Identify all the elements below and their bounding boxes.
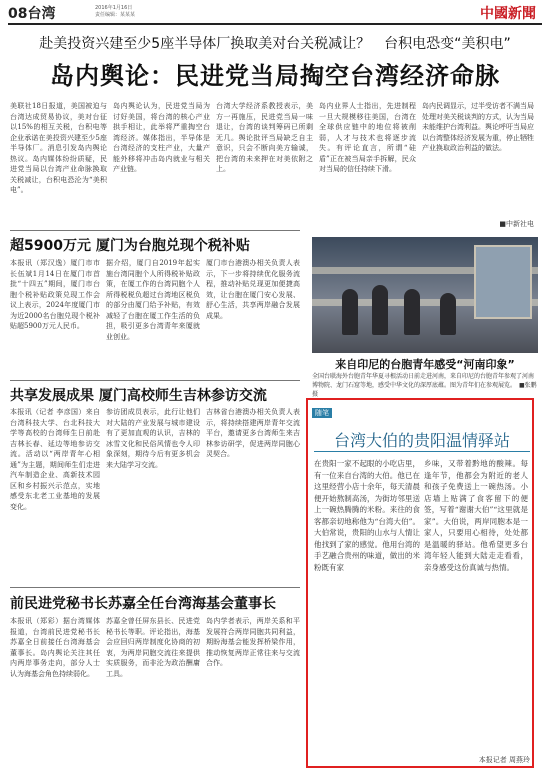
header-rule (8, 23, 542, 25)
article2-col-1: 本报讯（郑汉逸）厦门市市长伍斌1月14日在厦门市首批“十四五”期间，厦门市台胞个税补贴政策兑现工作会议上表示，2024年度厦门市为近2000名台胞兑现个税补贴超5900万元人民币。 (10, 259, 100, 330)
divider (10, 587, 300, 588)
main-headline: 岛内舆论：民进党当局掏空台湾经济命脉 (50, 62, 500, 90)
article4-col-3: 岛内学者表示，两岸关系和平发展符合两岸同胞共同利益，期盼海基会能发挥桥梁作用，推动恢复两岸正常往来与交流合作。 (206, 617, 300, 667)
photo-caption-title: 来自印尼的台胞青年感受“河南印象” (335, 358, 515, 371)
photo-caption-text: 全国台联海外台胞青年华夏寻根活动日前走进河南，来自印尼的台胞青年参观了河南博物院、龙门石窟等地，感受中华文化的深厚底蕴。图为青年们在参观展览。 ■张鹏 摄 (312, 373, 537, 398)
boxed-article-body-col-1: 在贵阳一家不起眼的小吃店里，有一位来自台湾的大伯。他已在这里经营小店十余年，每天清晨便开始熬制高汤，为街坊邻里送上一碗热腾腾的米粉。来往的食客都亲切地称他为“台湾大伯”。大伯常说，贵阳的山水与人情让他找到了家的感觉。他用台湾的手艺融合贵州的味道，做出的米粉既有家 (314, 459, 420, 572)
main-article-col-5: 岛内民调显示，过半受访者不满当局处理对美关税谈判的方式，认为当局未能维护台湾利益。舆论呼吁当局应以台湾整体经济发展为重，停止牺牲产业换取政治利益的做法。 (422, 102, 534, 152)
article3-headline: 共享发展成果 厦门高校师生吉林参访交流 (10, 388, 267, 404)
boxed-article-title: 台湾大伯的贵阳温情驿站 (333, 431, 510, 450)
main-article-col-3: 台湾大学经济系教授表示，美方一再施压，民进党当局一味退让，台湾的谈判筹码已所剩无几。舆论批评当局缺乏自主意识，只会不断向美方输诚，把台湾的未来押在对美依附之上。 (216, 102, 313, 173)
issue-date: 2016年1月16日 (95, 5, 133, 11)
page-section-label: 08台湾 (8, 6, 56, 22)
article2-col-2: 据介绍，厦门自2019年起实施台湾同胞个人所得税补贴政策，在厦工作的台湾同胞个人所得税税负超过台湾地区税负的部分由厦门给予补贴，有效减轻了台胞在厦工作生活的负担，吸引更多台湾青年来厦就业创业。 (106, 259, 200, 341)
article4-col-1: 本报讯（郑彩）据台湾媒体报道，台湾前民进党秘书长苏嘉全日前接任台湾海基会董事长。岛内舆论关注其任内两岸事务走向，部分人士认为海基会角色持续弱化。 (10, 617, 100, 678)
article4-col-2: 苏嘉全曾任屏东县长、民进党秘书长等职。评论指出，海基会应回归两岸制度化协商的初衷，为两岸同胞交流往来提供实质服务，而非沦为政治酬庸工具。 (106, 617, 200, 678)
article3-col-2: 参访团成员表示，此行让他们对大陆的产业发展与城市建设有了更加直观的认识，吉林的冰雪文化和民俗风情也令人印象深刻，期待今后有更多机会来大陆学习交流。 (106, 408, 200, 469)
article3-col-1: 本报讯（记者 李彦国）来自台湾科技大学、台北科技大学等高校的台湾师生日前赴吉林长春、延边等地参访交流。活动以“两岸青年心相通”为主题，期间师生们走进汽车制造企业、高新技术园区和乡村振兴示范点，实地感受东北老工业基地的发展变化。 (10, 408, 100, 511)
boxed-article-body-col-2: 乡味，又带着黔地的酸辣。每逢年节，他都会为附近的老人和孩子免费送上一碗热汤。小店墙上贴满了食客留下的便签，写着“谢谢大伯”“这里就是家”。大伯说，两岸同胞本是一家人，只要用心相待，处处都是温暖的驿站。他希望更多台湾年轻人能到大陆走走看看，亲身感受这份真诚与热情。 (424, 459, 528, 572)
article3-col-3: 吉林省台港澳办相关负责人表示，将持续搭建两岸青年交流平台，邀请更多台湾师生来吉林参访研学，促进两岸同胞心灵契合。 (206, 408, 300, 458)
editor-credit: 责任编辑：某某某 (95, 12, 136, 18)
newspaper-logo: 中國新聞 (480, 6, 536, 22)
article4-headline: 前民进党秘书长苏嘉全任台湾海基会董事长 (10, 596, 276, 612)
article2-col-3: 厦门市台港澳办相关负责人表示，下一步将持续优化服务流程，推动补贴兑现更加便捷高效，让台胞在厦门安心发展、舒心生活，共享两岸融合发展成果。 (206, 259, 300, 320)
main-article-col-4: 岛内业界人士指出，先进制程一旦大规模移往美国，台湾在全球供应链中的地位将被削弱，人才与技术也将逐步流失。有评论直言，所谓“硅盾”正在被当局亲手拆解，民众对当局的信任持续下滑。 (319, 102, 416, 173)
boxed-article-rule (314, 451, 530, 452)
main-article-col-1: 美联社18日报道，美国被迫与台湾达成贸易协议，美对台征以15%的相互关税，台积电等企业承诺在美投资兴建至少5座半导体厂。消息引发岛内舆论热议。岛内媒体纷纷质疑，民进党当局以台湾产业命脉换取关税减让，台积电恐沦为“美积电”。 (10, 102, 107, 194)
subheadline: 赴美投资兴建至少5座半导体厂换取美对台关税减让？ 台积电恐变“美积电” (39, 36, 511, 52)
article2-headline: 超5900万元 厦门为台胞兑现个税补贴 (10, 238, 250, 254)
news-photo (312, 237, 538, 353)
divider (10, 230, 300, 231)
main-article-credit: ■中新社电 (499, 220, 534, 228)
main-article-col-2: 岛内舆论认为，民进党当局为讨好美国，将台湾的核心产业拱手相让，此举将严重掏空台湾经济。媒体指出，半导体是台湾经济的支柱产业，大量产能外移将冲击岛内就业与相关产业链。 (113, 102, 210, 173)
divider (10, 380, 300, 381)
column-tag: 随笔 (312, 408, 332, 418)
boxed-article-credit: 本报记者 周燕玲 (478, 756, 530, 764)
